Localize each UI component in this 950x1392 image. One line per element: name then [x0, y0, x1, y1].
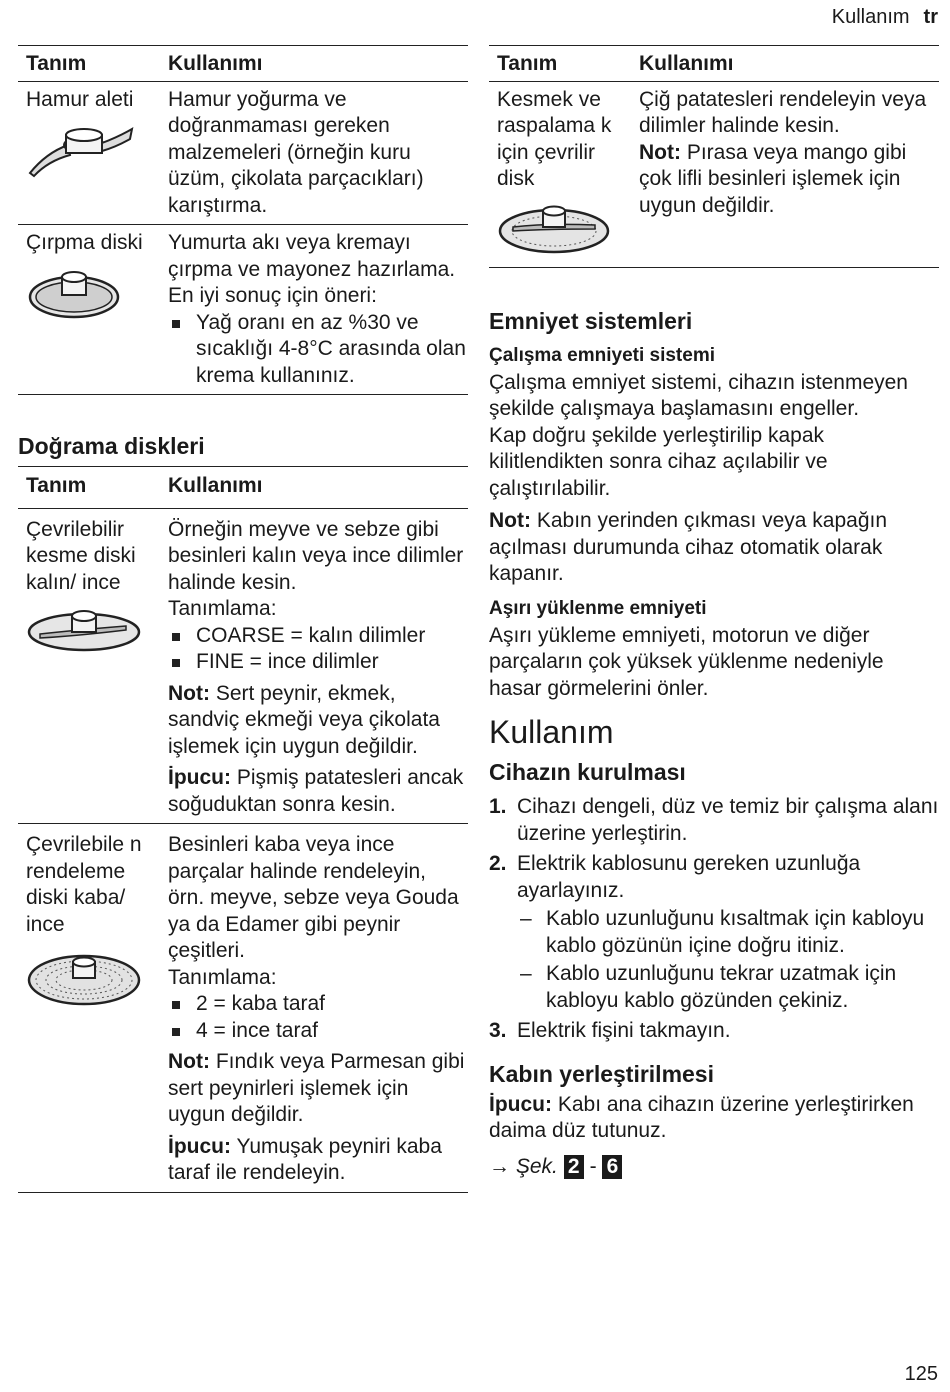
dough-hook-icon	[26, 123, 136, 178]
left-column	[18, 45, 468, 1193]
figure-number-end: 6	[602, 1155, 622, 1179]
tool-use: Çiğ patatesleri rendeleyin veya dilimler halinde kesin.	[639, 87, 927, 137]
list-item: 2 = kaba taraf	[168, 991, 468, 1018]
list-item: – Kablo uzunluğunu kısaltmak için kabloyu kablo gözünün içine doğru itiniz.	[517, 906, 939, 959]
step-text: Elektrik kablosunu gereken uzunluğa ayarlayınız.	[517, 852, 861, 902]
col-header-name: Tanım	[489, 46, 631, 82]
list-item	[489, 851, 939, 1014]
arrow-icon: →	[489, 1154, 510, 1178]
col-header-name: Tanım	[18, 46, 160, 82]
tool-use: Yumurta akı veya kremayı çırpma ve mayonez hazırlama.	[168, 231, 456, 281]
list-item: – Kablo uzunluğunu tekrar uzatmak için kabloyu kablo gözünden çekiniz.	[517, 961, 939, 1014]
table-row	[18, 508, 468, 824]
tip-text: Pişmiş patatesleri ancak soğuduktan sonra kesin.	[168, 766, 464, 816]
page-header	[832, 6, 938, 29]
table-row	[489, 81, 939, 267]
page-number: 125	[904, 1363, 938, 1385]
step-number: 2.	[489, 852, 507, 875]
note-label: Not:	[168, 1050, 210, 1073]
list-item: COARSE = kalın dilimler	[168, 623, 468, 650]
bowl-title: Kabın yerleştirilmesi	[489, 1060, 714, 1087]
step-number: 1.	[489, 795, 507, 818]
right-column	[489, 45, 939, 1179]
tool-name: Kesmek ve raspalama k için çevrilir disk	[497, 87, 612, 190]
note	[168, 681, 468, 761]
bowl-tip	[489, 1092, 939, 1145]
tip	[168, 765, 468, 818]
col-header-name: Tanım	[18, 467, 160, 509]
list-item	[489, 1018, 939, 1045]
note	[639, 140, 939, 220]
operation-safety-text: Çalışma emniyet sistemi, cihazın istenmeyen şekilde çalışmaya başlamasını engeller.	[489, 370, 908, 420]
accessory-table	[18, 45, 468, 395]
figure-range-separator: -	[589, 1154, 597, 1178]
setup-title: Cihazın kurulması	[489, 759, 686, 785]
tip-text: Yumuşak peyniri kaba taraf ile rendeleyin.	[168, 1134, 442, 1184]
table-row	[18, 824, 468, 1193]
section-title: Doğrama diskleri	[18, 433, 205, 459]
tip-text: Kabı ana cihazın üzerine yerleştirirken daima düz tutunuz.	[489, 1092, 914, 1142]
tool-use: Hamur yoğurma ve doğranmaması gereken malzemeleri (örneğin kuru üzüm, çikolata parçacıkları) karıştırma.	[168, 87, 424, 217]
note	[168, 1049, 468, 1129]
tip-label: İpucu:	[489, 1092, 552, 1116]
label-intro: Tanımlama:	[168, 597, 277, 620]
disc-name: Çevrilebilir kesme diski kalın/ ince	[26, 517, 136, 594]
note-text: Pırasa veya mango gibi çok lifli besinleri işlemek için uygun değildir.	[639, 140, 907, 217]
col-header-use: Kullanımı	[160, 46, 468, 82]
list-item	[489, 794, 939, 847]
setup-steps	[489, 794, 939, 1045]
operation-safety-text-2: Kap doğru şekilde yerleştirilip kapak kilitlendikten sonra cihaz açılabilir ve çalıştırılabilir.	[489, 423, 828, 500]
disc-table	[18, 466, 468, 1193]
col-header-use: Kullanımı	[631, 46, 939, 82]
figure-label: Şek.	[515, 1154, 558, 1178]
step-text: Cihazı dengeli, düz ve temiz bir çalışma alanı üzerine yerleştirin.	[517, 795, 939, 845]
note-label: Not:	[489, 509, 531, 532]
grating-disc-icon	[26, 948, 142, 1008]
header-language: tr	[923, 6, 938, 28]
reversible-disc-icon	[497, 203, 611, 255]
sub-steps	[517, 906, 939, 1014]
list-item: 4 = ince taraf	[168, 1018, 468, 1045]
usage-title: Kullanım	[489, 714, 614, 750]
overload-safety-title: Aşırı yüklenme emniyeti	[489, 597, 707, 619]
table-row	[18, 225, 468, 395]
tip-label: İpucu:	[168, 1134, 231, 1158]
disc-use: Besinleri kaba veya ince parçalar halinde rendeleyin, örn. meyve, sebze veya Gouda ya da Edamer gibi peynir çeşitleri.	[168, 833, 459, 962]
step-text: Elektrik fişini takmayın.	[517, 1019, 731, 1042]
note-label: Not:	[168, 681, 210, 705]
operation-safety-title: Çalışma emniyeti sistemi	[489, 344, 715, 366]
label-intro: Tanımlama:	[168, 965, 277, 989]
figure-reference	[489, 1155, 939, 1179]
tip-label: İpucu:	[168, 766, 231, 789]
note-text: Sert peynir, ekmek, sandviç ekmeği veya çikolata işlemek için uygun değildir.	[168, 681, 440, 758]
figure-number-start: 2	[564, 1155, 584, 1179]
list-item: Yağ oranı en az %30 ve sıcaklığı 4-8°C arasında olan krema kullanınız.	[168, 310, 468, 390]
step-number: 3.	[489, 1019, 507, 1042]
whisk-disc-icon	[26, 267, 122, 322]
col-header-use: Kullanımı	[160, 467, 468, 509]
operation-safety-note	[489, 508, 939, 588]
header-section: Kullanım	[831, 6, 910, 28]
tool-name: Hamur aleti	[26, 87, 134, 111]
note-text: Fındık veya Parmesan gibi sert peynirleri işlemek için uygun değildir.	[168, 1050, 465, 1126]
note-label: Not:	[639, 140, 681, 164]
tool-name: Çırpma diski	[26, 231, 143, 254]
slicing-disc-icon	[26, 606, 142, 656]
bullet-list	[168, 310, 468, 390]
overload-safety-text: Aşırı yükleme emniyeti, motorun ve diğer parçaların çok yüksek yüklenme nedeniyle hasar görmelerini önler.	[489, 623, 884, 700]
bullet-list	[168, 623, 468, 676]
table-row	[18, 81, 468, 225]
reversible-disc-table	[489, 45, 939, 268]
tip	[168, 1134, 468, 1187]
note-text: Kabın yerinden çıkması veya kapağın açılması durumunda cihaz otomatik olarak kapanır.	[489, 509, 888, 585]
disc-use: Örneğin meyve ve sebze gibi besinleri kalın veya ince dilimler halinde kesin.	[168, 517, 464, 594]
tip-intro: En iyi sonuç için öneri:	[168, 284, 377, 307]
list-item: FINE = ince dilimler	[168, 649, 468, 676]
safety-title: Emniyet sistemleri	[489, 307, 693, 334]
disc-name: Çevrilebile n rendeleme diski kaba/ ince	[26, 833, 142, 936]
bullet-list	[168, 991, 468, 1044]
